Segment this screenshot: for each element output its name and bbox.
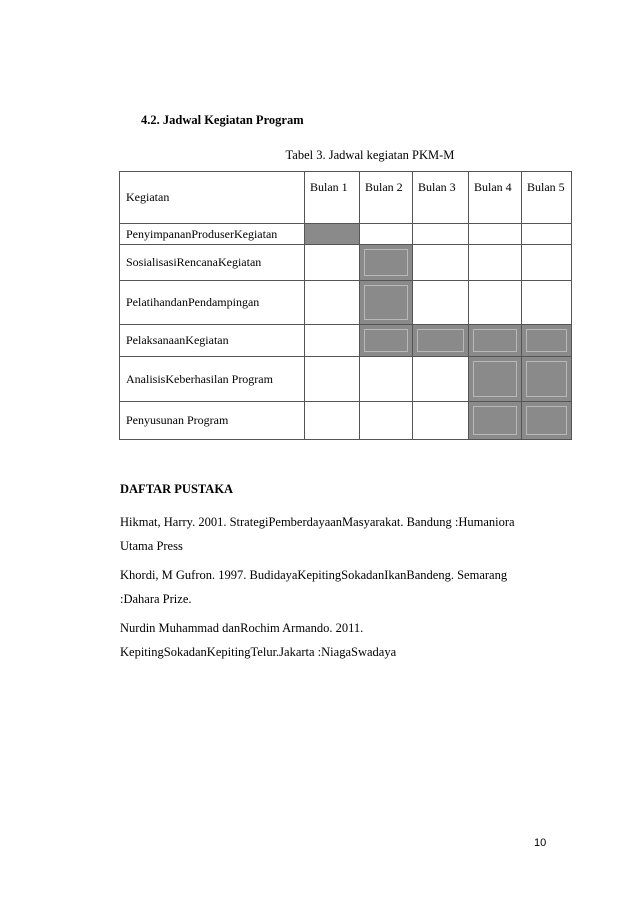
month-cell — [305, 245, 360, 281]
activity-cell: PelatihandanPendampingan — [120, 281, 305, 325]
reference-line: Hikmat, Harry. 2001. StrategiPemberdayaanMasyarakat. Bandung :Humaniora — [120, 515, 515, 529]
month-cell — [360, 224, 413, 245]
month-cell-active — [305, 224, 360, 245]
month-cell — [469, 245, 522, 281]
cell-inner-frame — [473, 361, 517, 397]
month-cell-active — [522, 357, 572, 402]
month-cell-active — [360, 281, 413, 325]
reference-line: Khordi, M Gufron. 1997. BudidayaKepitingSokadanIkanBandeng. Semarang — [120, 568, 508, 582]
month-cell — [413, 224, 469, 245]
month-cell — [305, 402, 360, 440]
cell-inner-frame — [417, 329, 464, 352]
cell-inner-frame — [364, 249, 408, 276]
month-cell — [469, 224, 522, 245]
month-cell — [360, 357, 413, 402]
reference-line: Utama Press — [120, 539, 183, 553]
cell-inner-frame — [526, 329, 567, 352]
month-cell — [413, 357, 469, 402]
activity-cell: AnalisisKeberhasilan Program — [120, 357, 305, 402]
activity-cell: SosialisasiRencanaKegiatan — [120, 245, 305, 281]
cell-inner-frame — [473, 329, 517, 352]
month-cell-active — [522, 402, 572, 440]
month-cell — [522, 245, 572, 281]
month-cell-active — [413, 325, 469, 357]
month-cell — [413, 402, 469, 440]
reference-entry — [120, 616, 560, 664]
reference-line: Nurdin Muhammad danRochim Armando. 2011. — [120, 621, 364, 635]
header-activity: Kegiatan — [120, 172, 305, 224]
cell-inner-frame — [364, 329, 408, 352]
month-cell-active — [469, 357, 522, 402]
header-month-1: Bulan 1 — [305, 172, 360, 224]
schedule-table — [119, 171, 572, 440]
month-cell — [522, 224, 572, 245]
month-cell-active — [469, 402, 522, 440]
month-cell — [305, 281, 360, 325]
table-row — [120, 357, 572, 402]
month-cell — [360, 402, 413, 440]
month-cell-active — [469, 325, 522, 357]
month-cell — [522, 281, 572, 325]
header-month-2: Bulan 2 — [360, 172, 413, 224]
table-row — [120, 224, 572, 245]
table-header-row — [120, 172, 572, 224]
reference-line: :Dahara Prize. — [120, 592, 192, 606]
cell-inner-frame — [473, 406, 517, 435]
month-cell-active — [522, 325, 572, 357]
activity-cell: PenyimpananProduserKegiatan — [120, 224, 305, 245]
activity-cell: PelaksanaanKegiatan — [120, 325, 305, 357]
table-row — [120, 325, 572, 357]
activity-cell: Penyusunan Program — [120, 402, 305, 440]
reference-entry — [120, 563, 560, 611]
month-cell — [305, 357, 360, 402]
bibliography-title: DAFTAR PUSTAKA — [120, 482, 234, 496]
table-row — [120, 245, 572, 281]
month-cell — [413, 245, 469, 281]
table-caption: Tabel 3. Jadwal kegiatan PKM-M — [285, 148, 455, 162]
header-month-3: Bulan 3 — [413, 172, 469, 224]
cell-inner-frame — [526, 406, 567, 435]
section-heading: 4.2. Jadwal Kegiatan Program — [141, 113, 304, 127]
table-row — [120, 281, 572, 325]
header-month-5: Bulan 5 — [522, 172, 572, 224]
month-cell — [469, 281, 522, 325]
month-cell-active — [360, 245, 413, 281]
header-month-4: Bulan 4 — [469, 172, 522, 224]
month-cell-active — [360, 325, 413, 357]
month-cell — [305, 325, 360, 357]
table-row — [120, 402, 572, 440]
page-number: 10 — [534, 837, 547, 849]
cell-inner-frame — [526, 361, 567, 397]
reference-line: KepitingSokadanKepitingTelur.Jakarta :NiagaSwadaya — [120, 645, 397, 659]
month-cell — [413, 281, 469, 325]
cell-inner-frame — [364, 285, 408, 320]
reference-entry — [120, 510, 560, 558]
